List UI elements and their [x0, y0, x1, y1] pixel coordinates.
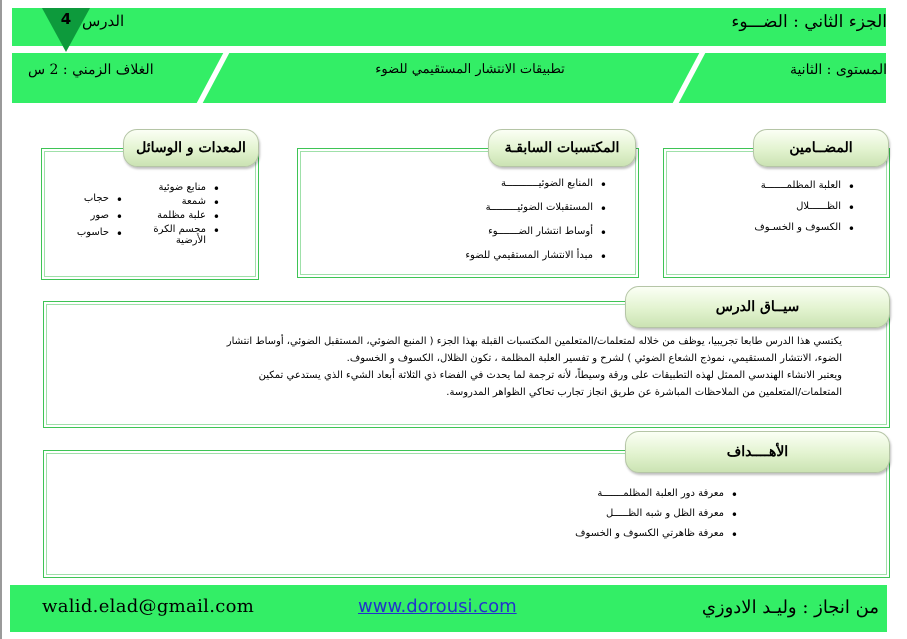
- content-list: [754, 180, 857, 243]
- lesson-title: تطبيقات الانتشار المستقيمي للضوء: [375, 62, 565, 77]
- list-item: • المنابع الضوئيـــــــــــة: [465, 178, 609, 189]
- list-item: • مبدأ الانتشار المستقيمي للضوء: [465, 250, 609, 261]
- goals-heading: الأهــــداف: [625, 431, 890, 473]
- lesson-context-heading: سيــاق الدرس: [625, 286, 890, 328]
- list-item: • المستقبلات الضوئيـــــــــة: [465, 202, 609, 213]
- tools-box: [41, 148, 259, 280]
- prior-knowledge-list: [465, 178, 609, 274]
- lesson-label: الدرس: [82, 12, 125, 30]
- list-item: • منابع ضوئية: [151, 182, 222, 193]
- time-allocation: الغلاف الزمني : 2 س: [28, 62, 154, 78]
- content-heading: المضــامين: [753, 129, 889, 167]
- list-item: • الظــــــلال: [754, 201, 857, 212]
- list-item: • مجسم الكرة الأرضية: [151, 224, 222, 246]
- prior-knowledge-heading: المكتسبات السابقـة: [488, 129, 636, 167]
- unit-title: الجزء الثاني : الضـــوء: [731, 12, 887, 32]
- list-item: • معرفة الظل و شبه الظـــــل: [575, 508, 740, 519]
- author-name: من انجاز : وليـد الادوزي: [701, 597, 879, 618]
- context-line: المتعلمات/المتعلمين من الملاحظات المباشرة عن طريق انجاز تجارب تحاكي الظواهر المدروسة.: [446, 387, 842, 398]
- list-item: • حجاب: [77, 193, 125, 204]
- goals-list: [575, 488, 740, 548]
- list-item: • الكسوف و الخسـوف: [754, 222, 857, 233]
- tools-heading: المعدات و الوسائل: [123, 129, 259, 167]
- page-left-rule: [0, 0, 2, 639]
- list-item: • أوساط انتشار الضـــــــوء: [465, 226, 609, 237]
- context-line: يكتسي هذا الدرس طابعا تجريبيا، يوظف من خلاله لمتعلمات/المتعلمين المكتسبات القبلة بهذا الجزء ( المنبع الضوئي، المستقبل الضوئي، أوساط انتشار: [226, 336, 842, 347]
- level-text: المستوى : الثانية: [789, 62, 887, 78]
- author-email: walid.elad@gmail.com: [42, 596, 255, 617]
- list-item: • شمعة: [151, 196, 222, 207]
- context-line: ويعتبر الانشاء الهندسي الممثل لهذه التطبيقات على ورقة وسيطاً، لأنه ترجمة لما يحدث في الفضاء ذي الثلاثة أبعاد الشيء الذي يستدعي تمكين: [258, 370, 842, 381]
- tools-list-primary: [151, 182, 222, 249]
- list-item: • العلبة المظلمـــــــة: [754, 180, 857, 191]
- tools-list-secondary: [77, 193, 125, 244]
- lesson-context-text: [200, 333, 842, 401]
- subheader-bar: [12, 53, 886, 103]
- list-item: • معرفة ظاهرتي الكسوف و الخسوف: [575, 528, 740, 539]
- website-link[interactable]: www.dorousi.com: [358, 596, 517, 617]
- list-item: • معرفة دور العلبة المظلمـــــــة: [575, 488, 740, 499]
- context-line: الضوء، الانتشار المستقيمي، نموذج الشعاع الضوئي ) لشرح و تفسير العلبة المظلمة ، تكون الظلال، الكسوف و الخسوف.: [346, 353, 842, 364]
- list-item: • صور: [77, 210, 125, 221]
- list-item: • حاسوب: [77, 227, 125, 238]
- lesson-number: 4: [60, 10, 72, 28]
- list-item: • علبة مظلمة: [151, 210, 222, 221]
